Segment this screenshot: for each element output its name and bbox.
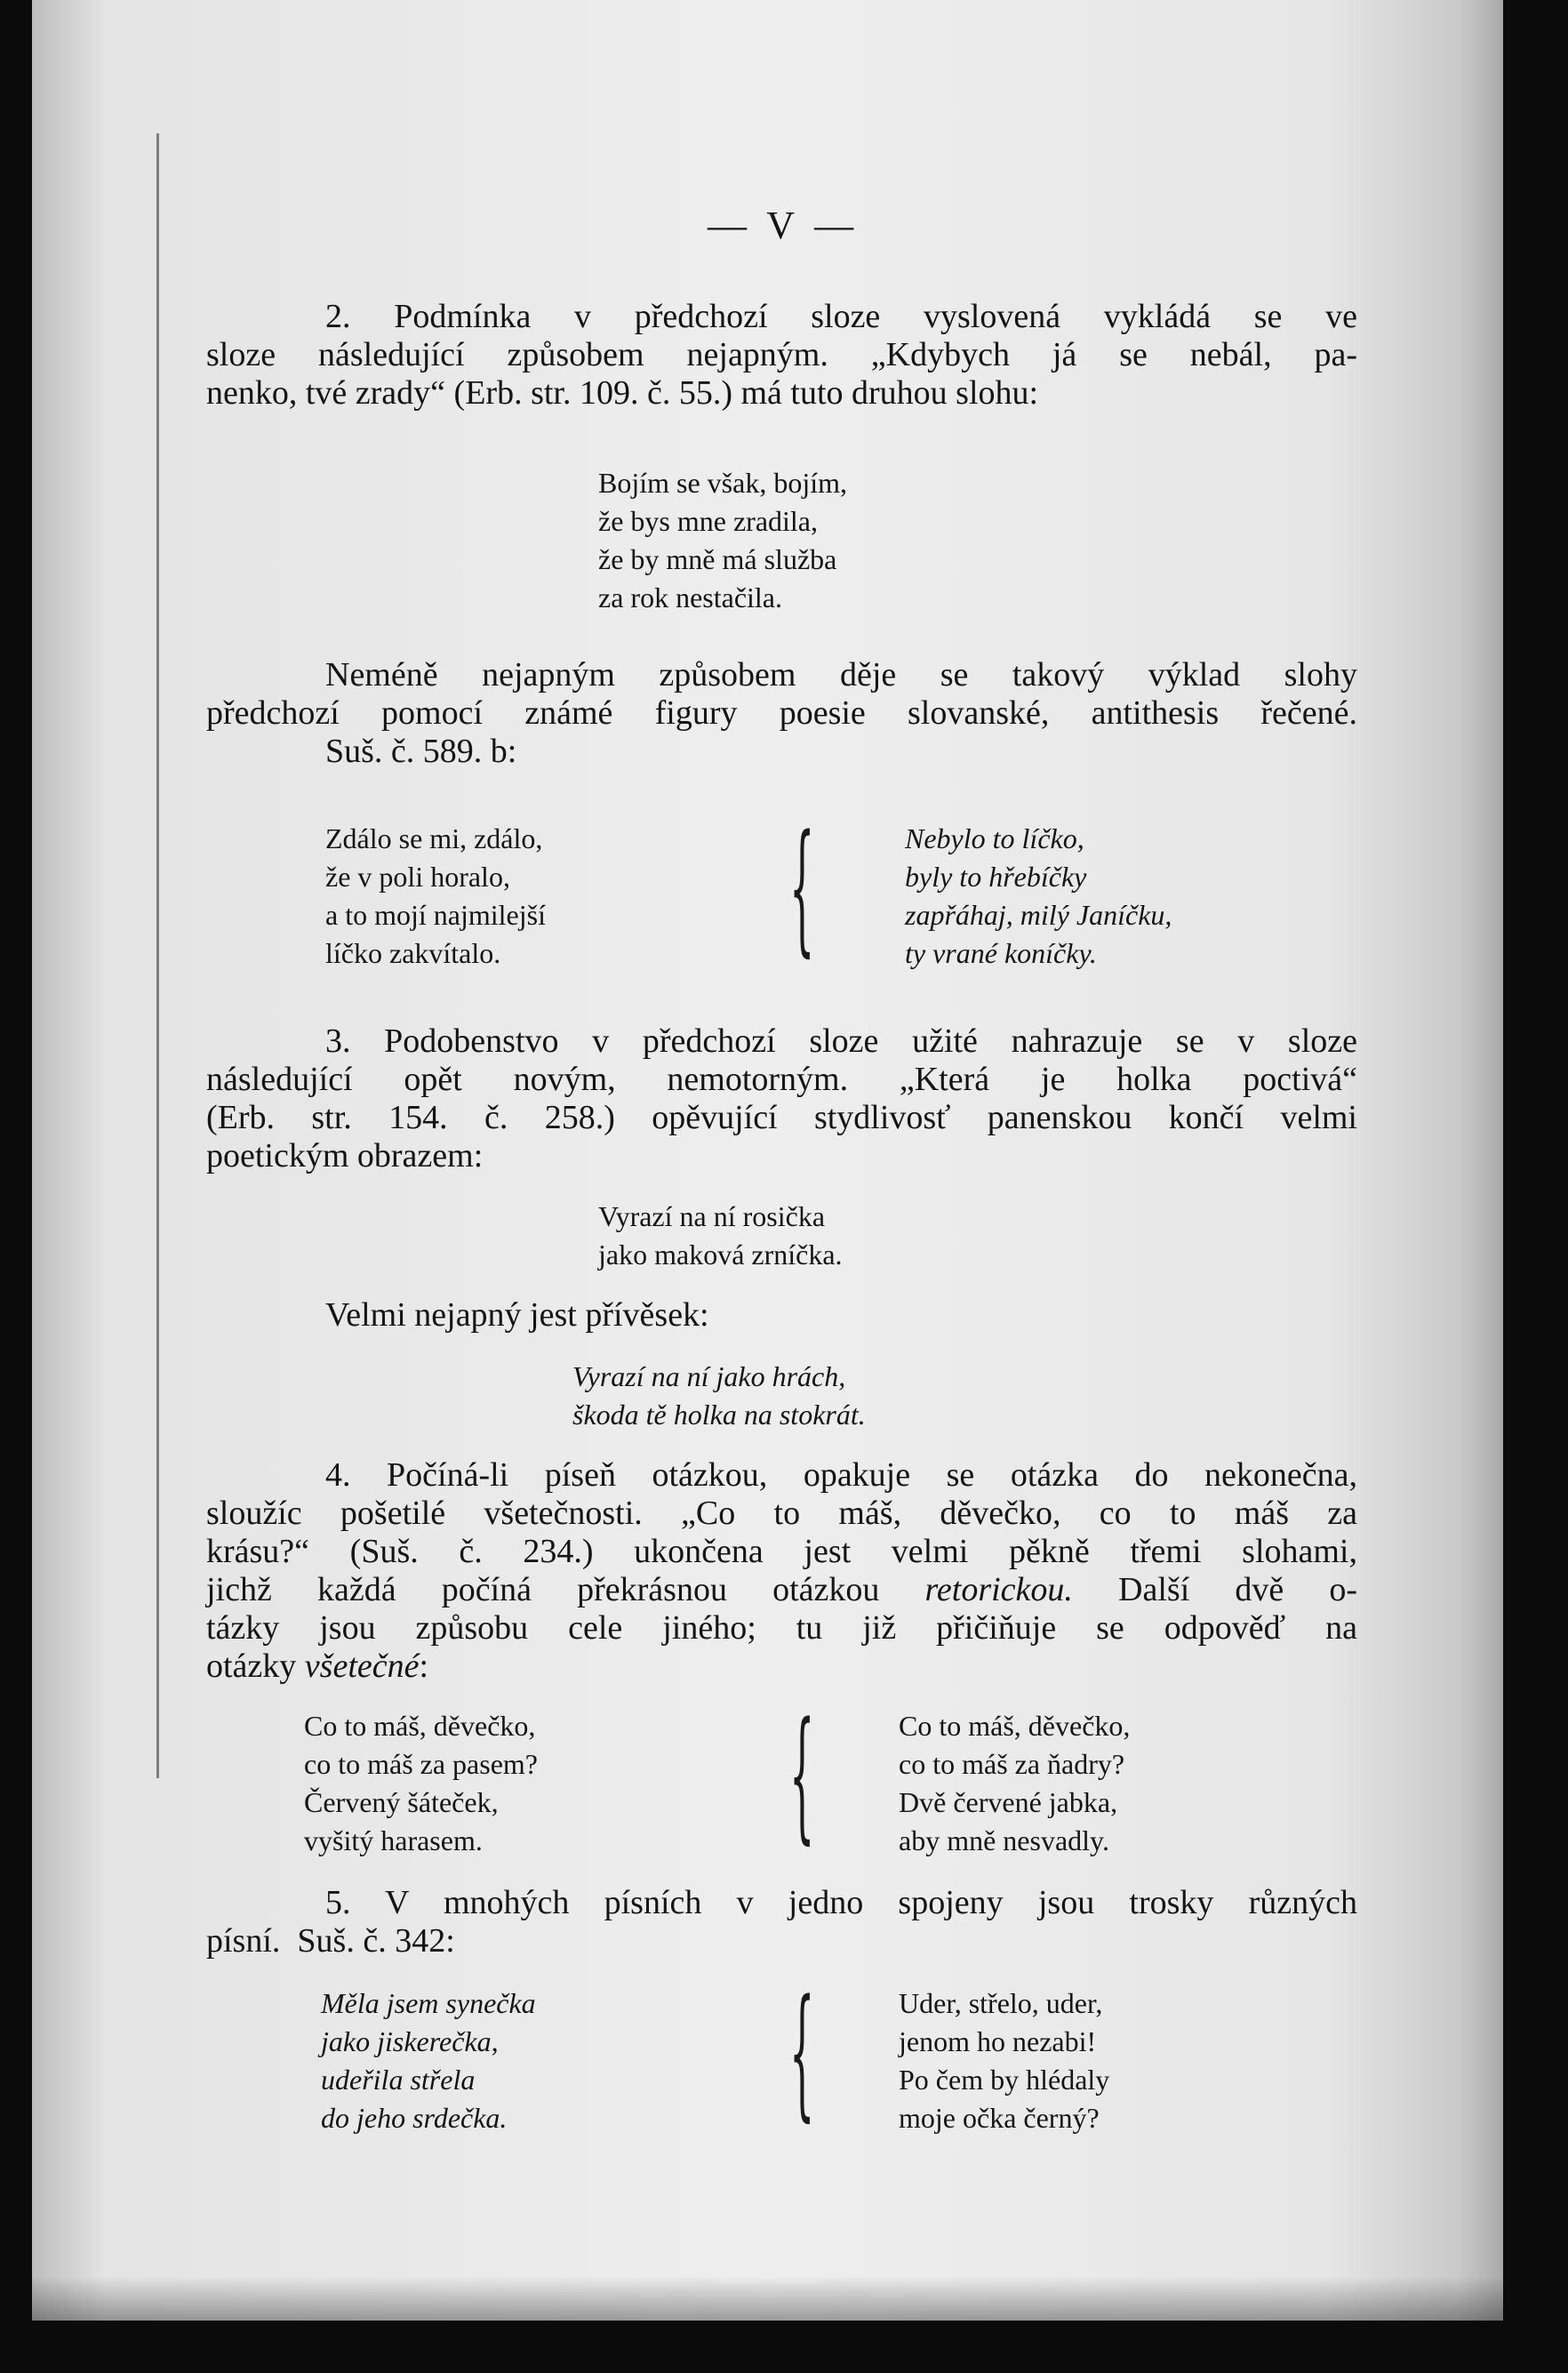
s2-verse-3: že by mně má služba	[598, 543, 837, 575]
s4-line-6	[206, 1647, 428, 1686]
s4-line-5: tázky jsou způsobu cele jiného; tu již přičiňuje se odpověď na	[206, 1609, 1357, 1647]
s4-line-6-a: otázky	[206, 1647, 297, 1685]
s2-right-verse-4: ty vrané koníčky.	[905, 937, 1097, 969]
s2-left-verse-2: že v poli horalo,	[325, 861, 510, 893]
s2-para2-line-1: Neméně nejapným způsobem děje se takový výklad slohy	[325, 656, 1357, 693]
s2-line-3: nenko, tvé zrady“ (Erb. str. 109. č. 55.) má tuto druhou slohu:	[206, 374, 1039, 412]
s4-left-verse-3: Červený šáteček,	[304, 1786, 499, 1818]
s2-right-verse-3: zapřáhaj, milý Janíčku,	[905, 899, 1172, 931]
s4-right-verse-4: aby mně nesvadly.	[899, 1824, 1109, 1856]
verse-brace: {	[789, 1968, 815, 2135]
s3-line-2: následující opět novým, nemotorným. „Která je holka poctivá“	[206, 1061, 1357, 1098]
s4-right-verse-1: Co to máš, děvečko,	[899, 1710, 1131, 1742]
s4-left-verse-1: Co to máš, děvečko,	[304, 1710, 536, 1742]
s3-after: Velmi nejapný jest přívěsek:	[325, 1296, 709, 1334]
page-content	[32, 0, 1503, 2321]
page-number: — V —	[708, 204, 860, 247]
s4-line-3: krásu?“ (Suš. č. 234.) ukončena jest velmi pěkně třemi slohami,	[206, 1533, 1357, 1570]
s3-verse2-1: Vyrazí na ní jako hrách,	[572, 1360, 846, 1392]
s2-verse-4: za rok nestačila.	[598, 581, 782, 613]
s4-line-4-italic: retorickou.	[924, 1571, 1073, 1608]
s4-right-verse-2: co to máš za ňadry?	[899, 1748, 1125, 1780]
s5-right-verse-4: moje očka černý?	[899, 2102, 1100, 2134]
s2-line-1: 2. Podmínka v předchozí sloze vyslovená vykládá se ve	[325, 298, 1357, 335]
s5-right-verse-3: Po čem by hlédaly	[899, 2064, 1110, 2096]
s2-right-verse-1: Nebylo to líčko,	[905, 822, 1084, 854]
s2-para2-line-3: Suš. č. 589. b:	[325, 733, 517, 770]
s3-verse2-2: škoda tě holka na stokrát.	[572, 1399, 866, 1431]
s5-line-2: písní. Suš. č. 342:	[206, 1922, 455, 1960]
s2-verse-2: že bys mne zradila,	[598, 505, 818, 537]
s2-left-verse-1: Zdálo se mi, zdálo,	[325, 822, 543, 854]
s5-line-1: 5. V mnohých písních v jedno spojeny jsou trosky různých	[325, 1884, 1357, 1921]
s4-line-1: 4. Počíná-li píseň otázkou, opakuje se otázka do nekonečna,	[325, 1456, 1357, 1494]
s3-line-1: 3. Podobenstvo v předchozí sloze užité nahrazuje se v sloze	[325, 1022, 1357, 1060]
s4-line-4-a: jichž každá počíná překrásnou otázkou	[206, 1571, 880, 1608]
verse-brace: {	[789, 804, 815, 970]
s5-left-verse-1: Měla jsem synečka	[321, 1987, 536, 2019]
s4-line-6-b: :	[419, 1647, 429, 1685]
s5-right-verse-2: jenom ho nezabi!	[899, 2025, 1097, 2057]
s2-right-verse-2: byly to hřebíčky	[905, 861, 1087, 893]
s4-left-verse-2: co to máš za pasem?	[304, 1748, 538, 1780]
s3-verse-2: jako maková zrníčka.	[598, 1239, 843, 1271]
s4-right-verse-3: Dvě červené jabka,	[899, 1786, 1118, 1818]
s3-line-4: poetickým obrazem:	[206, 1137, 484, 1174]
s2-left-verse-3: a to mojí najmilejší	[325, 899, 546, 931]
s5-right-verse-1: Uder, střelo, uder,	[899, 1987, 1103, 2019]
s2-line-2: sloze následující způsobem nejapným. „Kdybych já se nebál, pa-	[206, 336, 1357, 373]
s4-line-4	[206, 1570, 1357, 1609]
page-sheet	[32, 0, 1503, 2321]
s4-line-2: sloužíc pošetilé všetečnosti. „Co to máš, děvečko, co to máš za	[206, 1495, 1357, 1532]
s2-verse-1: Bojím se však, bojím,	[598, 467, 847, 499]
s2-para2-line-2: předchozí pomocí známé figury poesie slovanské, antithesis řečené.	[206, 694, 1357, 732]
s4-line-6-italic: všetečné	[304, 1647, 420, 1685]
s5-left-verse-3: udeřila střela	[321, 2064, 476, 2096]
s4-line-4-b: Další dvě o-	[1118, 1571, 1358, 1608]
s3-verse-1: Vyrazí na ní rosička	[598, 1200, 826, 1232]
s2-left-verse-4: líčko zakvítalo.	[325, 937, 501, 969]
s4-left-verse-4: vyšitý harasem.	[304, 1824, 483, 1856]
s5-left-verse-2: jako jiskerečka,	[321, 2025, 499, 2057]
s3-line-3: (Erb. str. 154. č. 258.) opěvující stydlivosť panenskou končí velmi	[206, 1099, 1357, 1136]
s5-left-verse-4: do jeho srdečka.	[321, 2102, 508, 2134]
verse-brace: {	[789, 1691, 815, 1857]
